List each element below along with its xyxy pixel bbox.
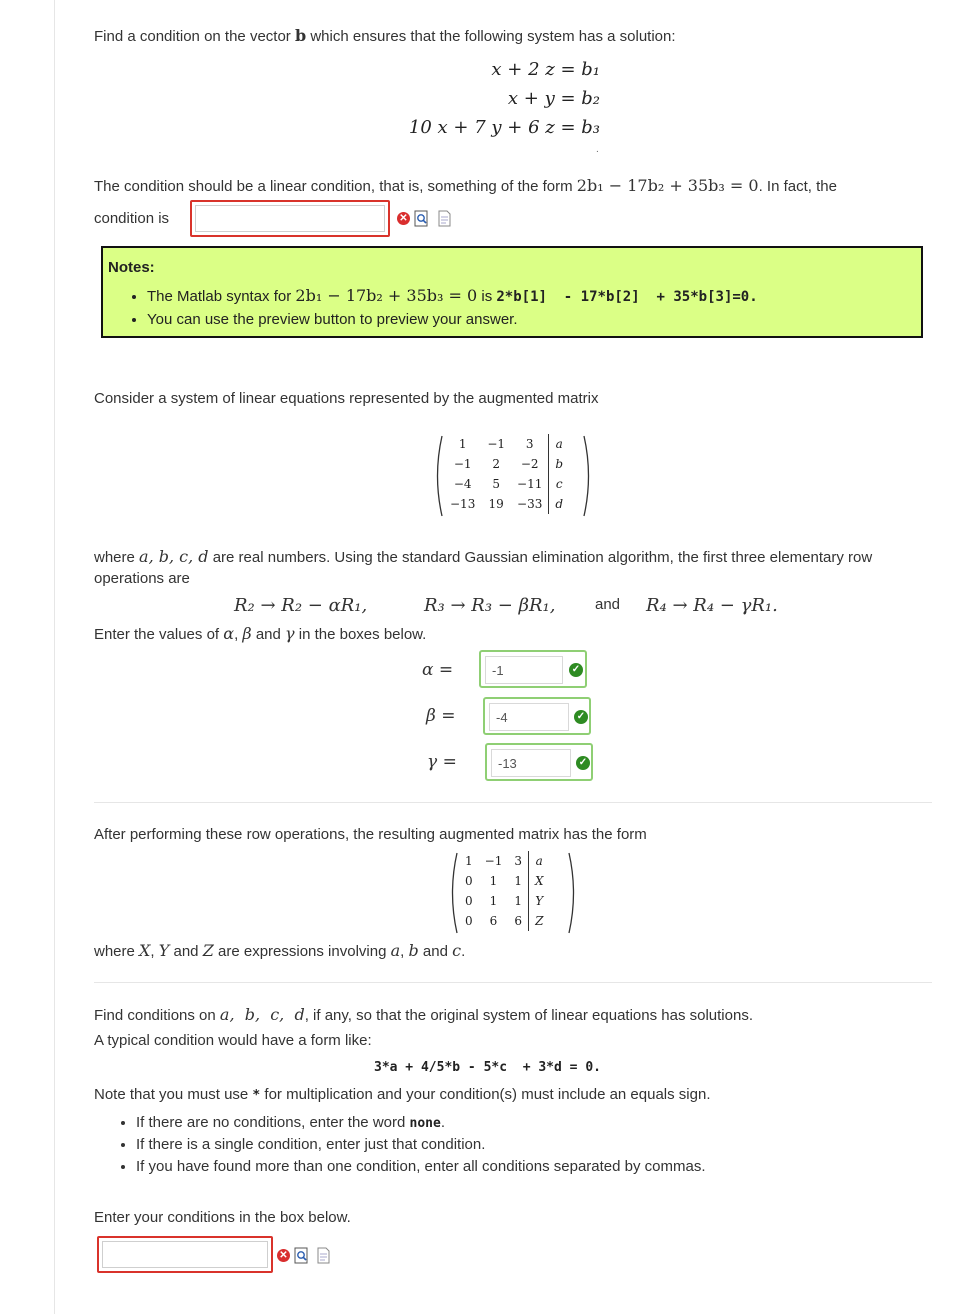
- gamma-symbol: γ: [285, 624, 295, 643]
- q3-where-pre: where: [94, 943, 135, 960]
- matrix2-cell: a: [528, 851, 549, 871]
- q3-and2: and: [422, 943, 448, 960]
- matrix2-row: [459, 871, 550, 891]
- matrix2-cell: 1: [465, 854, 473, 868]
- q4-find: [94, 1005, 753, 1024]
- note1-math: 2b₁ − 17b₂ + 35b₃ = 0: [295, 286, 478, 305]
- matrix1-cell: −33: [517, 497, 543, 511]
- q3-period: .: [461, 943, 466, 960]
- q2-intro: Consider a system of linear equations represented by the augmented matrix: [94, 390, 599, 407]
- q4-find-pre: Find conditions on: [94, 1007, 216, 1024]
- incorrect-icon: ✕: [397, 212, 410, 225]
- q2-where-line1: [94, 547, 872, 566]
- augmented-matrix-1: [432, 434, 569, 514]
- alpha-answer-box: [479, 650, 587, 688]
- matrix2-row: [459, 911, 550, 931]
- q4-enter-instruction: Enter your conditions in the box below.: [94, 1209, 351, 1226]
- matrix2-cell: 1: [514, 874, 522, 888]
- matrix2-cell: X: [528, 871, 549, 891]
- q3-mid: are expressions involving: [218, 943, 387, 960]
- row-op-and: and: [595, 596, 621, 613]
- matrix2-right-paren: [567, 851, 579, 935]
- matrix1-row: [444, 494, 569, 514]
- matrix1-cell: a: [549, 434, 569, 454]
- syntax-help-icon[interactable]: [316, 1247, 331, 1264]
- system-period: .: [596, 144, 599, 155]
- q1-intro-tail: which ensures that the following system has a solution:: [310, 28, 676, 45]
- q3-comma: ,: [400, 943, 405, 960]
- matrix1-cell: −1: [453, 457, 472, 471]
- q2-enter-pre: Enter the values of: [94, 626, 220, 643]
- q4-bullet-list: [114, 1114, 706, 1180]
- matrix2-cell: Y: [528, 891, 549, 911]
- alpha-symbol: α: [223, 624, 235, 643]
- system-eq-3: 10 x + 7 y + 6 z = b₃: [408, 117, 600, 138]
- matrix2-cell: 1: [514, 894, 522, 908]
- q4-note: [94, 1086, 711, 1103]
- q1-intro: [94, 26, 676, 45]
- beta-answer-box: [483, 697, 591, 735]
- note1-is: is: [481, 288, 493, 305]
- correct-check-icon: ✓: [569, 663, 583, 677]
- row-op-1: R₂ → R₂ − αR₁,: [234, 595, 368, 616]
- q4-vars: a, b, c, d: [219, 1005, 305, 1024]
- matrix2-cell: Z: [528, 911, 549, 931]
- preview-icon[interactable]: [294, 1247, 309, 1264]
- row-op-2: R₃ → R₃ − βR₁,: [424, 595, 556, 616]
- syntax-help-icon[interactable]: [437, 210, 452, 227]
- matrix1-cell: −2: [520, 457, 539, 471]
- matrix2-cell: 1: [489, 894, 498, 908]
- beta-symbol: β: [242, 624, 252, 643]
- preview-icon[interactable]: [414, 210, 429, 227]
- q1-intro-text: Find a condition on the vector: [94, 28, 291, 45]
- matrix1-cell: 5: [492, 477, 500, 491]
- beta-label: β =: [426, 706, 456, 726]
- q2-enter-instruction: [94, 624, 426, 643]
- q4-answer-box: [97, 1236, 273, 1273]
- q4-bullet1-tail: .: [440, 1114, 445, 1131]
- notes-title: Notes:: [108, 259, 155, 276]
- matrix2-cell: 0: [465, 894, 473, 908]
- matrix2-row: [459, 851, 550, 871]
- q4-example-condition: 3*a + 4/5*b - 5*c + 3*d = 0.: [374, 1060, 601, 1075]
- matrix1-row: [444, 454, 569, 474]
- q4-bullet-multiple: • If you have found more than one condition, enter all conditions separated by commas.: [136, 1158, 706, 1175]
- q2-enter-and: and: [255, 626, 281, 643]
- section-divider: [94, 982, 932, 983]
- matrix2-cell: 0: [465, 914, 473, 928]
- q3-and1: and: [173, 943, 199, 960]
- system-eq-2: x + y = b₂: [507, 88, 600, 109]
- q1-condition-text: [94, 176, 837, 195]
- matrix2-left-paren: [447, 851, 459, 935]
- q4-note-pre: Note that you must use: [94, 1086, 249, 1103]
- q1-condition-example: 2b₁ − 17b₂ + 35b₃ = 0: [576, 176, 759, 195]
- q1-condition-sentence: The condition should be a linear condition, that is, something of the form: [94, 178, 573, 195]
- q3-intro: After performing these row operations, the resulting augmented matrix has the form: [94, 826, 647, 843]
- q2-where-word: where: [94, 549, 135, 566]
- q4-note-tail: for multiplication and your condition(s) must include an equals sign.: [264, 1086, 711, 1103]
- note1-prefix: The Matlab syntax for: [147, 288, 292, 305]
- q4-bullet1-pre: If there are no conditions, enter the word: [136, 1114, 406, 1131]
- matrix1-left-paren: [432, 434, 444, 518]
- matrix1-cell: −4: [453, 477, 472, 491]
- matrix1-cell: 19: [488, 497, 504, 511]
- q2-where-tail: are real numbers. Using the standard Gaussian elimination algorithm, the first three elementary row: [212, 549, 873, 566]
- matrix2-row: [459, 891, 550, 911]
- q1-answer-input[interactable]: [195, 205, 385, 232]
- note1-code: 2*b[1] - 17*b[2] + 35*b[3]=0.: [496, 289, 758, 305]
- gamma-label: γ =: [427, 752, 457, 772]
- row-op-3: R₄ → R₄ − γR₁.: [646, 595, 778, 616]
- matrix1-cell: c: [549, 474, 569, 494]
- matrix2-cell: −1: [484, 854, 503, 868]
- matrix1-cell: d: [549, 494, 569, 514]
- matrix1-cell: 2: [492, 457, 500, 471]
- gamma-input[interactable]: [491, 749, 571, 777]
- var-Z: Z: [202, 941, 214, 960]
- matrix1-table: [444, 434, 569, 514]
- vector-b: b: [294, 26, 307, 45]
- correct-check-icon: ✓: [576, 756, 590, 770]
- matrix1-cell: −1: [487, 437, 506, 451]
- var-Y: Y: [158, 941, 170, 960]
- incorrect-icon: ✕: [277, 1249, 290, 1262]
- matrix2-cell: 6: [489, 914, 498, 928]
- gamma-answer-box: [485, 743, 593, 781]
- matrix1-cell: 1: [458, 437, 467, 451]
- var-a: a: [390, 941, 401, 960]
- matrix1-right-paren: [582, 434, 594, 518]
- var-c: c: [452, 941, 462, 960]
- q1-answer-box: [190, 200, 390, 237]
- matrix1-cell: −11: [517, 477, 543, 491]
- var-b: b: [408, 941, 419, 960]
- q3-comma: ,: [150, 943, 155, 960]
- var-X: X: [139, 941, 151, 960]
- q2-enter-comma: ,: [234, 626, 239, 643]
- q4-answer-input[interactable]: [102, 1241, 268, 1268]
- matrix1-row: [444, 434, 569, 454]
- matrix2-table: [459, 851, 550, 931]
- section-divider: [94, 802, 932, 803]
- q2-enter-tail: in the boxes below.: [298, 626, 427, 643]
- note-matlab-syntax: [147, 286, 758, 305]
- alpha-label: α =: [422, 660, 454, 680]
- q4-note-star: *: [252, 1088, 261, 1103]
- q4-bullet-none: [136, 1114, 706, 1131]
- beta-input[interactable]: [489, 703, 569, 731]
- q3-where: [94, 941, 465, 960]
- notes-panel: [101, 246, 923, 338]
- alpha-input[interactable]: [485, 656, 563, 684]
- matrix2-cell: 3: [514, 854, 522, 868]
- q2-where-line2: operations are: [94, 570, 190, 587]
- q4-bullet1-word: none: [409, 1116, 441, 1131]
- q4-bullet-single: • If there is a single condition, enter just that condition.: [136, 1136, 706, 1153]
- matrix1-cell: b: [549, 454, 569, 474]
- note-preview: • You can use the preview button to preview your answer.: [147, 311, 758, 328]
- q1-condition-tail: . In fact, the: [758, 178, 837, 195]
- matrix1-row: [444, 474, 569, 494]
- matrix2-cell: 1: [489, 874, 498, 888]
- correct-check-icon: ✓: [574, 710, 588, 724]
- matrix2-cell: 0: [465, 874, 473, 888]
- left-margin-rule: [54, 0, 55, 1314]
- matrix1-cell: −13: [450, 497, 476, 511]
- matrix2-cell: 6: [514, 914, 522, 928]
- q1-condition-label: condition is: [94, 210, 170, 227]
- augmented-matrix-2: [447, 851, 550, 931]
- matrix1-cell: 3: [525, 437, 534, 451]
- q2-where-vars: a, b, c, d: [139, 547, 209, 566]
- q4-typical: A typical condition would have a form like:: [94, 1032, 372, 1049]
- system-eq-1: x + 2 z = b₁: [491, 59, 600, 80]
- q4-find-tail: , if any, so that the original system of linear equations has solutions.: [304, 1007, 753, 1024]
